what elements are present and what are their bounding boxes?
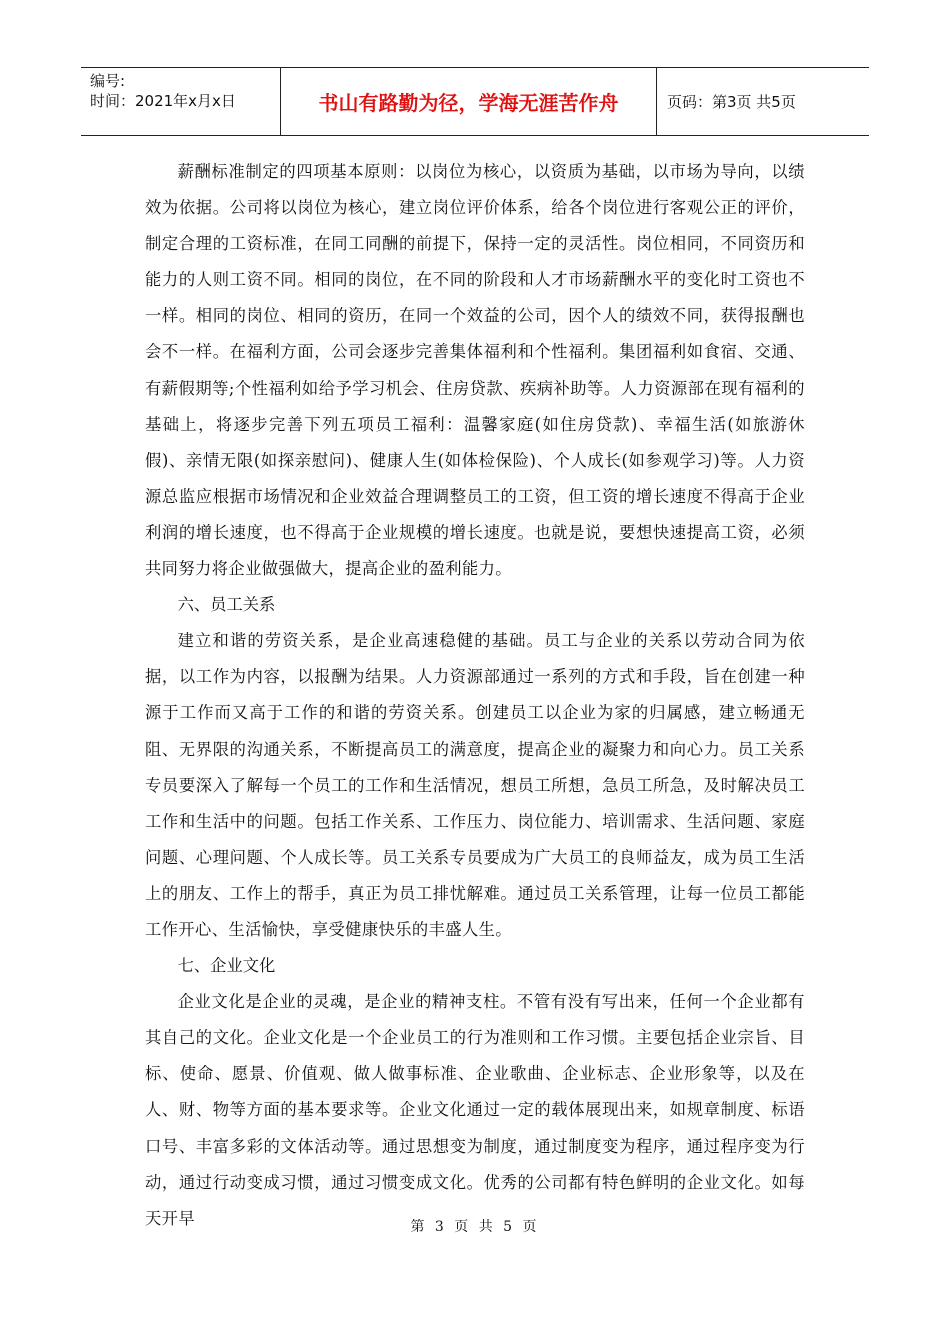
document-body <box>145 154 805 1237</box>
document-date: 时间：2021年x月x日 <box>90 92 236 110</box>
paragraph-employee-relations: 建立和谐的劳资关系，是企业高速稳健的基础。员工与企业的关系以劳动合同为依据，以工作为内容，以报酬为结果。人力资源部通过一系列的方式和手段，旨在创建一种源于工作而又高于工作的和谐的劳资关系。创建员工以企业为家的归属感，建立畅通无阻、无界限的沟通关系，不断提高员工的满意度，提高企业的凝聚力和向心力。员工关系专员要深入了解每一个员工的工作和生活情况，想员工所想，急员工所急，及时解决员工工作和生活中的问题。包括工作关系、工作压力、岗位能力、培训需求、生活问题、家庭问题、心理问题、个人成长等。员工关系专员要成为广大员工的良师益友，成为员工生活上的朋友、工作上的帮手，真正为员工排忧解难。通过员工关系管理，让每一位员工都能工作开心、生活愉快，享受健康快乐的丰盛人生。 <box>145 631 805 939</box>
document-number-label: 编号: <box>90 72 126 90</box>
header-page-info: 页码：第3页 共5页 <box>667 93 796 111</box>
header-meta-cell <box>81 68 281 135</box>
paragraph-compensation: 薪酬标准制定的四项基本原则：以岗位为核心，以资质为基础，以市场为导向，以绩效为依据。公司将以岗位为核心，建立岗位评价体系，给各个岗位进行客观公正的评价，制定合理的工资标准，在同工同酬的前提下，保持一定的灵活性。岗位相同，不同资历和能力的人则工资不同。相同的岗位，在不同的阶段和人才市场薪酬水平的变化时工资也不一样。相同的岗位、相同的资历，在同一个效益的公司，因个人的绩效不同，获得报酬也会不一样。在福利方面，公司会逐步完善集体福利和个性福利。集团福利如食宿、交通、有薪假期等;个性福利如给予学习机会、住房贷款、疾病补助等。人力资源部在现有福利的基础上，将逐步完善下列五项员工福利：温馨家庭(如住房贷款)、幸福生活(如旅游休假)、亲情无限(如探亲慰问)、健康人生(如体检保险)、个人成长(如参观学习)等。人力资源总监应根据市场情况和企业效益合理调整员工的工资，但工资的增长速度不得高于企业利润的增长速度，也不得高于企业规模的增长速度。也就是说，要想快速提高工资，必须共同努力将企业做强做大，提高企业的盈利能力。 <box>145 162 805 579</box>
page-header <box>81 67 869 136</box>
page-footer: 第 3 页 共 5 页 <box>410 1219 540 1235</box>
section-heading-employee-relations: 六、员工关系 <box>177 595 276 615</box>
section-heading-corporate-culture: 七、企业文化 <box>177 956 276 976</box>
paragraph-corporate-culture: 企业文化是企业的灵魂，是企业的精神支柱。不管有没有写出来，任何一个企业都有其自己的文化。企业文化是一个企业员工的行为准则和工作习惯。主要包括企业宗旨、目标、使命、愿景、价值观、做人做事标准、企业歌曲、企业标志、企业形象等，以及在人、财、物等方面的基本要求等。企业文化通过一定的载体展现出来，如规章制度、标语口号、丰富多彩的文体活动等。通过思想变为制度，通过制度变为程序，通过程序变为行动，通过行动变成习惯，通过习惯变成文化。优秀的公司都有特色鲜明的企业文化。如每天开早 <box>145 992 805 1228</box>
header-motto: 书山有路勤为径，学海无涯苦作舟 <box>281 68 657 135</box>
